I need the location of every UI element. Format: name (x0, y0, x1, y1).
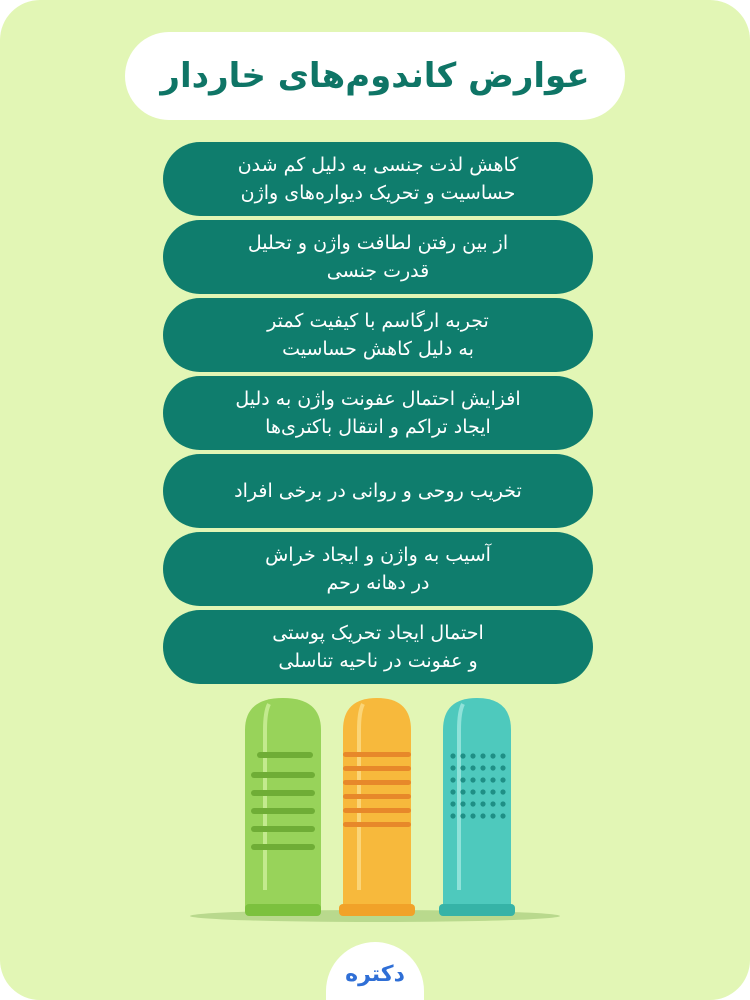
side-effect-item-1 (163, 142, 593, 216)
orange-condom-icon (339, 698, 415, 916)
side-effect-item-3 (163, 298, 593, 372)
side-effect-item-2 (163, 220, 593, 294)
side-effect-text: کاهش لذت جنسی به دلیل کم شدن حساسیت و تحریک دیواره‌های واژن (237, 154, 519, 204)
side-effect-item-6 (163, 532, 593, 606)
green-condom-icon (245, 698, 321, 916)
side-effect-text: آسیب به واژن و ایجاد خراش در دهانه رحم (265, 544, 491, 594)
title-banner (125, 32, 625, 120)
page-title: عوارض کاندوم‌های خاردار (160, 56, 590, 96)
side-effect-text: افزایش احتمال عفونت واژن به دلیل ایجاد تراکم و انتقال باکتری‌ها (235, 388, 521, 438)
side-effect-item-7 (163, 610, 593, 684)
side-effect-text: احتمال ایجاد تحریک پوستی و عفونت در ناحیه تناسلی (272, 622, 484, 672)
side-effect-text: تخریب روحی و روانی در برخی افراد (234, 480, 522, 502)
side-effect-item-5 (163, 454, 593, 528)
site-logo (326, 942, 424, 1000)
side-effect-text: از بین رفتن لطافت واژن و تحلیل قدرت جنسی (247, 232, 509, 282)
side-effect-text: تجربه ارگاسم با کیفیت کمتر به دلیل کاهش حساسیت (267, 310, 489, 360)
teal-condom-icon (439, 698, 515, 916)
condoms-illustration (185, 690, 565, 930)
logo-text: دکتره (345, 961, 405, 987)
side-effect-item-4 (163, 376, 593, 450)
